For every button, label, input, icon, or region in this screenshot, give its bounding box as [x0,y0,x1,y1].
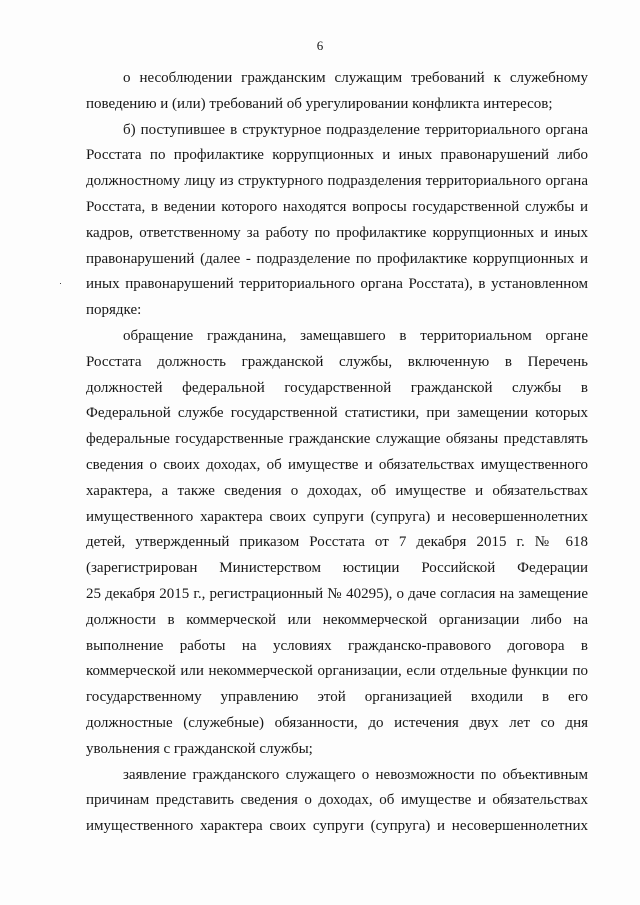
text-line: должностей федеральной государственной гражданской службы в [86,379,588,396]
text-line: кадров, ответственному за работу по профилактике коррупционных и иных [86,224,588,241]
text-line: увольнения с гражданской службы; [86,740,313,757]
document-body [86,66,588,840]
text-line: обращение гражданина, замещавшего в территориальном органе [123,327,588,344]
text-line: о несоблюдении гражданским служащим требований к служебному [123,70,588,86]
text-line: имущественного характера своих супруги (супруга) и несовершеннолетних [86,508,588,525]
text-line: должности в коммерческой или некоммерческой организации либо на [86,611,588,628]
text-line: Росстата должность гражданской службы, включенную в Перечень [86,353,588,370]
text-line: б) поступившее в структурное подразделение территориального органа [123,121,588,138]
text-line: причинам представить сведения о доходах, об имуществе и обязательствах [86,792,588,809]
text-line: 25 декабря 2015 г., регистрационный № 40295), о даче согласия на замещение [86,585,588,602]
page-number: 6 [316,38,324,53]
text-line: должностному лицу из структурного подразделения территориального органа [86,173,588,190]
text-line: заявление гражданского служащего о невозможности по объективным [123,766,588,783]
text-line: должностные (служебные) обязанности, до истечения двух лет со дня [86,714,588,731]
text-line: (зарегистрирован Министерством юстиции Российской Федерации [86,560,588,577]
text-line: поведению и (или) требований об урегулировании конфликта интересов; [86,95,553,112]
text-line: детей, утвержденный приказом Росстата от 7 декабря 2015 г. № 618 [86,534,588,551]
text-line: характера, а также сведения о доходах, об имуществе и обязательствах [86,482,588,499]
text-line: выполнение работы на условиях гражданско-правового договора в [86,637,588,654]
text-line: федеральные государственные гражданские служащие обязаны представлять [86,431,588,448]
text-line: Федеральной службе государственной статистики, при замещении которых [86,405,588,422]
text-line: коммерческой или некоммерческой организации, если отдельные функции по [86,663,588,680]
text-line: сведения о своих доходах, об имуществе и обязательствах имущественного [86,456,588,473]
scan-speck [60,283,61,284]
text-line: Росстата по профилактике коррупционных и иных правонарушений либо [86,147,588,164]
text-line: порядке: [86,302,142,319]
text-line: имущественного характера своих супруги (супруга) и несовершеннолетних [86,818,588,835]
text-line: правонарушений (далее - подразделение по профилактике коррупционных и [86,250,588,267]
text-line: иных правонарушений территориального органа Росстата), в установленном [86,276,588,293]
text-line: государственному управлению этой организацией входили в его [86,689,588,706]
text-line: Росстата, в ведении которого находятся вопросы государственной службы и [86,198,588,215]
